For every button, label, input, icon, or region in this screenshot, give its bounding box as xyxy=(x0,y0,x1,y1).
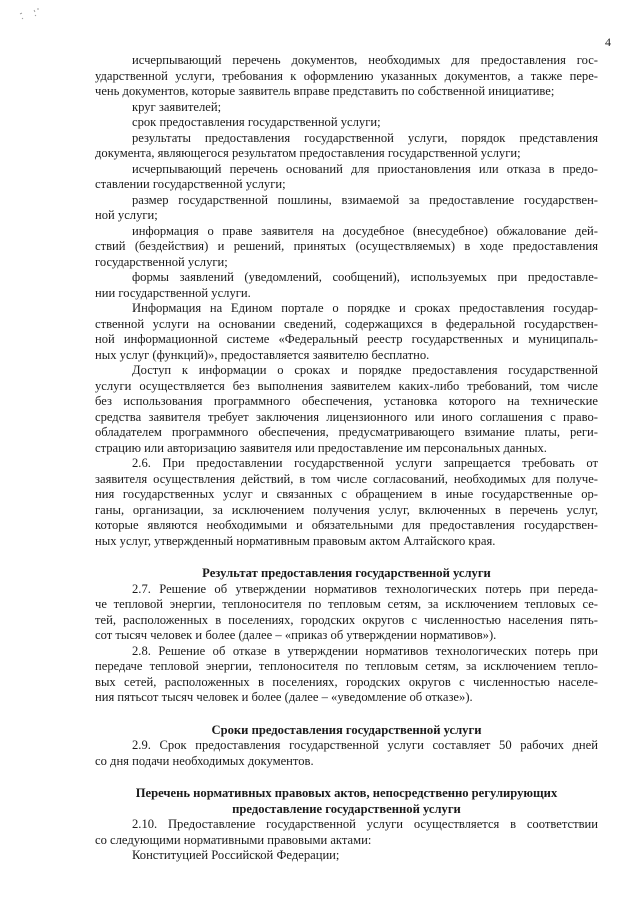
text-line: обладателем программного обеспечения, предусматривающего взимание платы, реги- xyxy=(95,425,598,439)
section-heading: Сроки предоставления государственной услуги xyxy=(211,722,482,737)
document-body xyxy=(95,53,598,864)
text-line: 2.8. Решение об отказе в утверждении нормативов технологических потерь при xyxy=(132,643,598,658)
paragraph xyxy=(95,582,598,644)
text-line: исчерпывающий перечень документов, необходимых для предоставления гос- xyxy=(132,53,598,67)
text-line: ных услуг, утвержденный нормативным правовым актом Алтайского края. xyxy=(95,533,496,548)
text-line: круг заявителей; xyxy=(132,99,222,114)
text-line: документа, являющегося результатом предоставления государственной услуги; xyxy=(95,146,521,160)
text-line: че тепловой энергии, теплоносителя по тепловым сетям, за исключением тепловых се- xyxy=(95,597,598,611)
text-line: ния государственных услуг и связанных с обращением в иные государственные ор- xyxy=(95,487,598,501)
section-heading: Результат предоставления государственной услуги xyxy=(202,566,491,580)
text-line: ганы, организации, за исключением получения услуг, включенных в перечень услуг, xyxy=(95,502,598,517)
section-heading: Перечень нормативных правовых актов, непосредственно регулирующих xyxy=(135,786,558,800)
section-spacing xyxy=(95,549,598,566)
paragraph xyxy=(95,848,598,864)
text-line: чень документов, которые заявитель вправе представить по собственной инициативе; xyxy=(95,84,555,98)
paragraph xyxy=(95,363,598,456)
text-line: со следующими нормативными правовыми актами: xyxy=(95,832,372,847)
text-line: ударственной услуги, требования к оформлению указанных документов, а также пере- xyxy=(95,68,598,83)
text-line: ной услуги; xyxy=(95,208,158,222)
paragraph xyxy=(95,644,598,706)
text-line: средства заявителя требует заключения лицензионного или иного соглашения с право- xyxy=(95,409,598,424)
paragraph xyxy=(95,456,598,549)
text-line: 2.10. Предоставление государственной услуги осуществляется в соответствии xyxy=(132,817,598,831)
text-line: результаты предоставления государственной услуги, порядок представления xyxy=(132,130,598,145)
text-line: тей, расположенных в поселениях, городских округов с численностью населения пять- xyxy=(95,612,598,627)
text-line: вых сетей, расположенных в поселениях, городских округов с численностью населе- xyxy=(95,674,598,689)
text-line: Информация на Едином портале о порядке и сроках предоставления государ- xyxy=(132,301,598,315)
paragraph xyxy=(95,270,598,301)
section-spacing xyxy=(95,706,598,723)
text-line: срок предоставления государственной услуги; xyxy=(132,115,381,129)
text-line: государственной услуги; xyxy=(95,254,228,269)
paragraph xyxy=(95,817,598,848)
text-line: сот тысяч человек и более (далее – «приказ об утверждении нормативов»). xyxy=(95,628,497,642)
paragraph xyxy=(95,162,598,193)
page-number: 4 xyxy=(605,35,611,49)
text-line: 2.7. Решение об утверждении нормативов технологических потерь при переда- xyxy=(132,581,598,596)
paragraph xyxy=(95,301,598,363)
scan-artifact-mark xyxy=(12,2,72,32)
paragraph xyxy=(95,224,598,271)
text-line: формы заявлений (уведомлений, сообщений), используемых при предоставле- xyxy=(132,270,598,284)
paragraph xyxy=(95,738,598,769)
text-line: передаче тепловой энергии, теплоносителя по тепловым сетям, за исключением тепло- xyxy=(95,659,598,673)
text-line: ственной услуги на основании сведений, содержащихся в федеральной государствен- xyxy=(95,316,598,331)
text-line: ной информационной системе «Федеральный реестр государственных и муниципаль- xyxy=(95,332,598,346)
paragraph xyxy=(95,131,598,162)
text-line: информация о праве заявителя на досудебное (внесудебное) обжалование дей- xyxy=(132,223,598,238)
text-line: услуги осуществляется без выполнения заявителем каких-либо требований, том числе xyxy=(95,378,598,393)
text-line: заявителя осуществления действий, в том числе согласований, необходимых для получе- xyxy=(95,471,598,486)
section-spacing xyxy=(95,769,598,786)
paragraph xyxy=(95,193,598,224)
text-line: страцию или авторизацию заявителя или предоставление им персональных данных. xyxy=(95,440,547,455)
text-line: исчерпывающий перечень оснований для приостановления или отказа в предо- xyxy=(132,161,598,176)
text-line: без использования программного обеспечения, установка которого на технические xyxy=(95,394,598,408)
text-line: ставлении государственной услуги; xyxy=(95,177,286,191)
paragraph xyxy=(95,53,598,100)
paragraph xyxy=(95,100,598,116)
text-line: которые являются необходимыми и обязательными для предоставления государствен- xyxy=(95,518,598,532)
text-line: Конституцией Российской Федерации; xyxy=(132,848,340,862)
text-line: размер государственной пошлины, взимаемой за предоставление государствен- xyxy=(132,192,598,207)
text-line: 2.9. Срок предоставления государственной услуги составляет 50 рабочих дней xyxy=(132,738,598,752)
text-line: Доступ к информации о сроках и порядке предоставления государственной xyxy=(132,363,598,377)
section-heading: предоставление государственной услуги xyxy=(232,801,461,816)
text-line: ния пятьсот тысяч человек и более (далее – «уведомление об отказе»). xyxy=(95,690,473,704)
paragraph xyxy=(95,115,598,131)
text-line: нии государственной услуги. xyxy=(95,285,251,300)
text-line: ных услуг (функций)», предоставляется заявителю бесплатно. xyxy=(95,347,430,362)
text-line: 2.6. При предоставлении государственной услуги запрещается требовать от xyxy=(132,456,598,470)
text-line: ствий (бездействия) и решений, принятых (осуществляемых) в ходе предоставления xyxy=(95,239,598,253)
text-line: со дня подачи необходимых документов. xyxy=(95,753,314,768)
